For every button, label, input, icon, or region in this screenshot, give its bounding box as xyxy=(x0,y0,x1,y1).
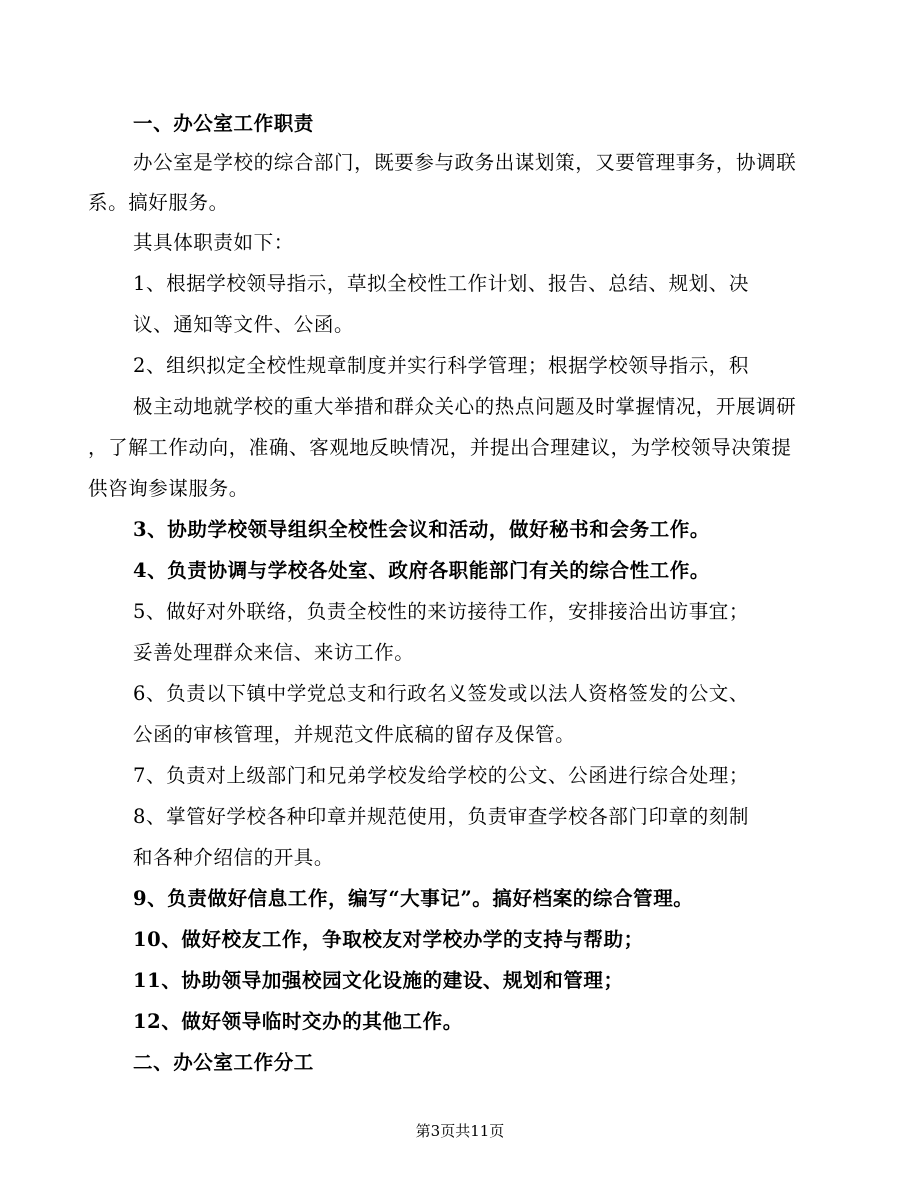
paragraph-line: 系。搞好服务。 xyxy=(88,191,229,214)
list-item-11: 11、协助领导加强校园文化设施的建设、规划和管理； xyxy=(133,969,624,992)
list-item-5: 5、做好对外联络，负责全校性的来访接待工作，安排接洽出访事宜； xyxy=(133,600,750,623)
section-heading-1: 一、办公室工作职责 xyxy=(133,112,314,135)
section-heading-2: 二、办公室工作分工 xyxy=(133,1051,314,1074)
list-item-2: 2、组织拟定全校性规章制度并实行科学管理；根据学校领导指示，积 xyxy=(133,354,750,377)
list-item-2-cont: 极主动地就学校的重大举措和群众关心的热点问题及时掌握情况，开展调研 xyxy=(133,395,797,418)
list-item-5-cont: 妥善处理群众来信、来访工作。 xyxy=(133,641,415,664)
list-item-12: 12、做好领导临时交办的其他工作。 xyxy=(133,1010,463,1033)
list-item-9: 9、负责做好信息工作，编写“大事记”。搞好档案的综合管理。 xyxy=(133,887,694,910)
list-item-2-cont: ，了解工作动向，准确、客观地反映情况，并提出合理建议，为学校领导决策提 xyxy=(88,436,792,459)
paragraph-line: 办公室是学校的综合部门，既要参与政务出谋划策，又要管理事务，协调联 xyxy=(133,151,797,174)
list-item-8-cont: 和各种介绍信的开具。 xyxy=(133,846,335,869)
paragraph-line: 其具体职责如下： xyxy=(133,231,294,254)
list-item-6: 6、负责以下镇中学党总支和行政名义签发或以法人资格签发的公文、 xyxy=(133,682,750,705)
list-item-8: 8、掌管好学校各种印章并规范使用，负责审查学校各部门印章的刻制 xyxy=(133,805,750,828)
list-item-1: 1、根据学校领导指示，草拟全校性工作计划、报告、总结、规划、决 xyxy=(133,272,750,295)
list-item-6-cont: 公函的审核管理，并规范文件底稿的留存及保管。 xyxy=(133,723,576,746)
list-item-3: 3、协助学校领导组织全校性会议和活动，做好秘书和会务工作。 xyxy=(133,518,710,541)
page-number: 第3页共11页 xyxy=(415,1122,505,1140)
list-item-4: 4、负责协调与学校各处室、政府各职能部门有关的综合性工作。 xyxy=(133,559,710,582)
list-item-10: 10、做好校友工作，争取校友对学校办学的支持与帮助； xyxy=(133,928,644,951)
list-item-2-cont: 供咨询参谋服务。 xyxy=(88,477,249,500)
list-item-1-cont: 议、通知等文件、公函。 xyxy=(133,313,355,336)
list-item-7: 7、负责对上级部门和兄弟学校发给学校的公文、公函进行综合处理； xyxy=(133,764,750,787)
